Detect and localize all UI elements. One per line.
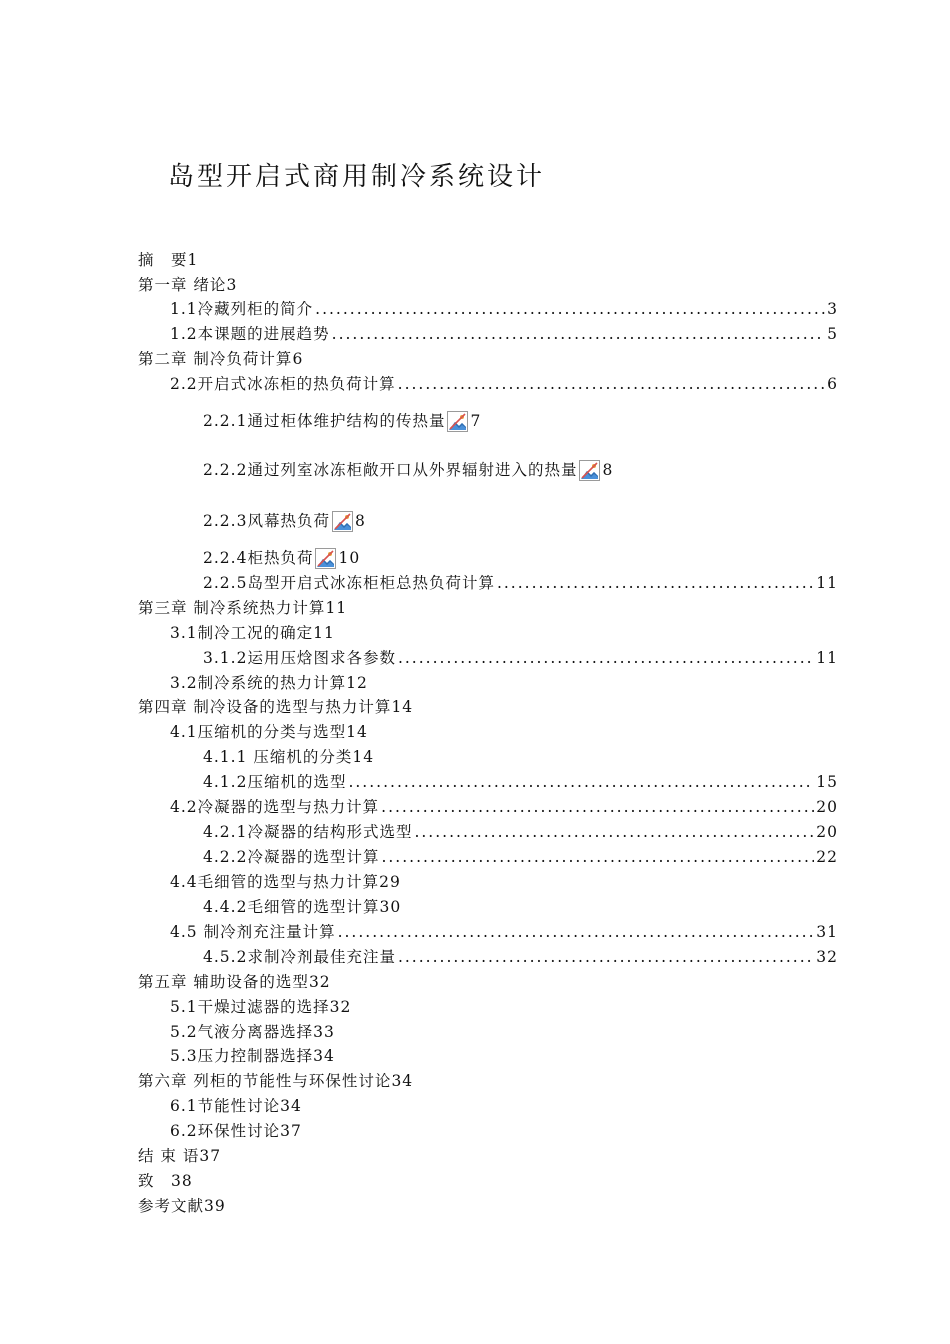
toc-entry-page: 33 <box>313 1023 335 1041</box>
toc-entry-title: 6.2环保性讨论 <box>170 1122 281 1140</box>
toc-entry-page: 37 <box>280 1122 302 1140</box>
toc-entry-title: 4.1.1 压缩机的分类 <box>203 748 353 766</box>
toc-leader-dots <box>381 845 814 869</box>
toc-entry[interactable] <box>203 845 838 869</box>
toc-entry[interactable] <box>138 596 347 620</box>
toc-entry[interactable] <box>203 770 838 794</box>
toc-entry[interactable] <box>170 995 351 1019</box>
toc-leader-dots <box>398 646 814 670</box>
toc-entry[interactable] <box>138 1169 193 1193</box>
toc-entry-title: 参考文献 <box>138 1197 205 1215</box>
toc-entry[interactable] <box>170 1020 335 1044</box>
toc-entry-title: 3.1制冷工况的确定 <box>170 624 314 642</box>
toc-entry[interactable] <box>138 1069 413 1093</box>
toc-entry-page: 22 <box>816 848 838 866</box>
toc-entry-page: 3 <box>226 276 238 294</box>
toc-leader-dots <box>398 945 814 969</box>
broken-image-icon <box>332 511 353 532</box>
toc-entry-page: 29 <box>379 873 401 891</box>
toc-entry-title: 第六章 列柜的节能性与环保性讨论 <box>138 1072 392 1090</box>
toc-entry[interactable] <box>203 409 481 433</box>
toc-entry-title: 4.5 制冷剂充注量计算 <box>170 923 336 941</box>
toc-entry-page: 6 <box>827 375 838 393</box>
toc-entry-title: 2.2.2通过列室冰冻柜敞开口从外界辐射进入的热量 <box>203 461 578 479</box>
toc-entry[interactable] <box>138 273 237 297</box>
toc-entry-page: 10 <box>338 549 361 567</box>
toc-entry-page: 37 <box>199 1147 222 1165</box>
toc-leader-dots <box>315 297 825 321</box>
toc-entry-title: 摘 要 <box>138 251 188 269</box>
toc-entry-title: 1.2本课题的进展趋势 <box>170 325 330 343</box>
toc-entry[interactable] <box>170 671 368 695</box>
toc-entry[interactable] <box>170 870 401 894</box>
toc-entry[interactable] <box>170 1044 335 1068</box>
toc-entry[interactable] <box>203 546 360 570</box>
toc-entry-title: 4.4.2毛细管的选型计算 <box>203 898 380 916</box>
toc-entry-title: 2.2.3风幕热负荷 <box>203 512 330 530</box>
toc-entry[interactable] <box>138 248 198 272</box>
toc-entry-title: 2.2开启式冰冻柜的热负荷计算 <box>170 375 396 393</box>
toc-entry-page: 8 <box>354 512 366 530</box>
toc-entry-title: 第四章 制冷设备的选型与热力计算 <box>138 698 392 716</box>
toc-entry-page: 32 <box>816 948 838 966</box>
toc-entry[interactable] <box>203 458 613 482</box>
toc-entry-title: 4.2.1冷凝器的结构形式选型 <box>203 823 413 841</box>
broken-image-icon <box>447 411 468 432</box>
toc-entry-title: 4.1.2压缩机的选型 <box>203 773 347 791</box>
toc-entry[interactable] <box>203 745 374 769</box>
toc-leader-dots <box>398 372 825 396</box>
toc-entry[interactable] <box>203 646 838 670</box>
toc-entry[interactable] <box>170 1119 302 1143</box>
toc-entry-page: 11 <box>816 574 838 592</box>
toc-entry-page: 3 <box>827 300 838 318</box>
toc-entry[interactable] <box>170 297 838 321</box>
toc-entry-title: 1.1冷藏列柜的简介 <box>170 300 314 318</box>
toc-entry-title: 4.5.2求制冷剂最佳充注量 <box>203 948 396 966</box>
toc-entry[interactable] <box>170 372 838 396</box>
toc-entry-title: 5.3压力控制器选择 <box>170 1047 314 1065</box>
toc-leader-dots <box>348 770 814 794</box>
toc-entry-title: 结 束 语 <box>138 1147 200 1165</box>
toc-entry-title: 第一章 绪论 <box>138 276 227 294</box>
toc-entry[interactable] <box>138 970 331 994</box>
toc-entry-page: 32 <box>308 973 331 991</box>
toc-entry-title: 3.2制冷系统的热力计算 <box>170 674 347 692</box>
toc-entry-title: 4.4毛细管的选型与热力计算 <box>170 873 380 891</box>
toc-entry-page: 30 <box>379 898 402 916</box>
toc-entry-page: 34 <box>313 1047 335 1065</box>
toc-leader-dots <box>332 322 825 346</box>
toc-entry[interactable] <box>138 1194 226 1218</box>
toc-entry[interactable] <box>203 571 838 595</box>
toc-leader-dots <box>414 820 814 844</box>
toc-entry-page: 34 <box>391 1072 414 1090</box>
toc-leader-dots <box>338 920 815 944</box>
toc-entry-title: 6.1节能性讨论 <box>170 1097 281 1115</box>
toc-entry[interactable] <box>170 1094 302 1118</box>
toc-entry-page: 34 <box>280 1097 302 1115</box>
toc-entry-page: 6 <box>292 350 304 368</box>
toc-entry-page: 39 <box>204 1197 226 1215</box>
toc-entry-title: 2.2.1通过柜体维护结构的传热量 <box>203 412 446 430</box>
toc-entry[interactable] <box>170 322 838 346</box>
toc-entry-page: 32 <box>329 998 352 1016</box>
toc-entry[interactable] <box>170 720 368 744</box>
toc-entry-title: 致 <box>138 1172 172 1190</box>
toc-entry[interactable] <box>138 347 303 371</box>
document-title: 岛型开启式商用制冷系统设计 <box>168 162 546 192</box>
toc-entry-page: 14 <box>346 723 368 741</box>
toc-entry-title: 第三章 制冷系统热力计算 <box>138 599 326 617</box>
toc-entry-title: 2.2.5岛型开启式冰冻柜柜总热负荷计算 <box>203 574 495 592</box>
toc-leader-dots <box>497 571 814 595</box>
toc-entry-page: 31 <box>816 923 838 941</box>
toc-entry[interactable] <box>203 945 838 969</box>
toc-entry[interactable] <box>170 621 335 645</box>
toc-entry-page: 11 <box>816 649 838 667</box>
toc-entry[interactable] <box>170 795 838 819</box>
toc-entry-page: 1 <box>187 251 199 269</box>
toc-entry-title: 4.1压缩机的分类与选型 <box>170 723 347 741</box>
broken-image-icon <box>579 460 600 481</box>
toc-entry-title: 5.1干燥过滤器的选择 <box>170 998 330 1016</box>
toc-entry-page: 38 <box>171 1172 193 1190</box>
toc-entry-page: 14 <box>352 748 375 766</box>
toc-entry-page: 20 <box>816 798 838 816</box>
toc-entry-title: 5.2气液分离器选择 <box>170 1023 314 1041</box>
toc-entry-page: 11 <box>313 624 335 642</box>
toc-entry[interactable] <box>203 509 366 533</box>
toc-entry-page: 14 <box>391 698 414 716</box>
toc-entry-title: 4.2冷凝器的选型与热力计算 <box>170 798 380 816</box>
toc-entry-title: 第二章 制冷负荷计算 <box>138 350 293 368</box>
toc-entry-page: 7 <box>470 412 482 430</box>
toc-entry-title: 4.2.2冷凝器的选型计算 <box>203 848 380 866</box>
toc-entry[interactable] <box>203 820 838 844</box>
toc-entry-title: 2.2.4柜热负荷 <box>203 549 314 567</box>
toc-entry-page: 11 <box>325 599 348 617</box>
toc-entry[interactable] <box>138 695 413 719</box>
toc-entry[interactable] <box>170 920 838 944</box>
toc-entry[interactable] <box>203 895 401 919</box>
toc-entry[interactable] <box>138 1144 221 1168</box>
toc-entry-page: 12 <box>346 674 368 692</box>
toc-entry-page: 20 <box>816 823 838 841</box>
toc-entry-page: 8 <box>602 461 614 479</box>
toc-leader-dots <box>381 795 814 819</box>
toc-entry-title: 第五章 辅助设备的选型 <box>138 973 309 991</box>
broken-image-icon <box>315 548 336 569</box>
toc-entry-page: 5 <box>827 325 838 343</box>
toc-entry-page: 15 <box>816 773 838 791</box>
toc-entry-title: 3.1.2运用压焓图求各参数 <box>203 649 396 667</box>
